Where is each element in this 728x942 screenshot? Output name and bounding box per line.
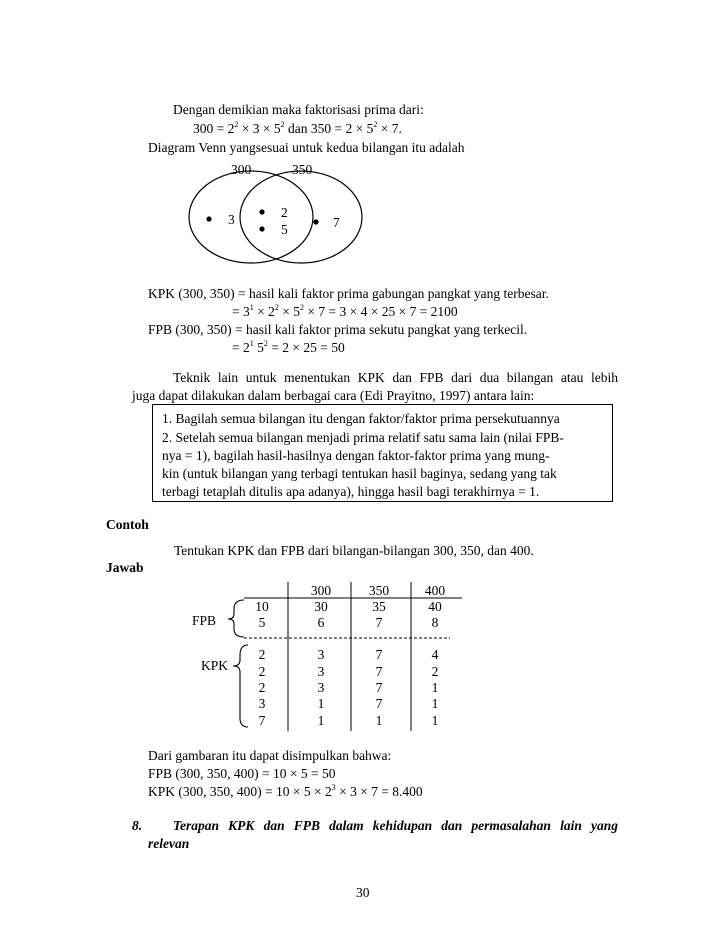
kpk-definition: KPK (300, 350) = hasil kali faktor prima gabungan pangkat yang terbesar. (148, 286, 549, 301)
rule-line: 2. Setelah semua bilangan menjadi prima relatif satu sama lain (nilai FPB- (162, 430, 564, 445)
intro-line: Dengan demikian maka faktorisasi prima dari: (173, 102, 424, 117)
rule-line: 1. Bagilah semua bilangan itu dengan faktor/faktor prima persekutuannya (162, 411, 560, 426)
table-cell: 35 (372, 599, 386, 614)
fpb-definition: FPB (300, 350) = hasil kali faktor prima sekutu pangkat yang terkecil. (148, 322, 528, 337)
table-header: 350 (368, 583, 390, 598)
table-cell: 10 (255, 599, 269, 614)
venn-label-right: 350 (292, 162, 313, 177)
table-cell: 4 (431, 647, 439, 662)
table-cell: 3 (258, 696, 266, 711)
table-cell: 2 (258, 664, 266, 679)
contoh-heading: Contoh (106, 517, 149, 532)
jawab-heading: Jawab (106, 560, 144, 575)
table-cell: 7 (375, 615, 383, 630)
fpb-calculation: = $2^1$ $5^2 = 2 \times 25 = 50$ (232, 339, 345, 355)
table-cell: 3 (317, 680, 325, 695)
table-cell: 2 (258, 647, 266, 662)
table-cell: 1 (317, 713, 325, 728)
table-cell: 2 (431, 664, 439, 679)
fpb-result: FPB (300, 350, 400) = 10 × 5 = 50 (148, 766, 336, 781)
venn-intro-line: Diagram Venn yangsesuai untuk kedua bilangan itu adalah (148, 140, 465, 155)
kpk-label: KPK (201, 658, 229, 673)
fpb-label: FPB (192, 613, 217, 628)
table-cell: 7 (375, 664, 383, 679)
table-cell: 7 (258, 713, 266, 728)
table-cell: 5 (258, 615, 266, 630)
paragraph-line: Teknik lain untuk menentukan KPK dan FPB dari dua bilangan atau lebih (173, 370, 618, 385)
venn-label-left: 300 (231, 162, 252, 177)
table-cell: 1 (431, 713, 439, 728)
kpk-result: KPK (300, 350, $400) = 10 \times 5 \times 2^3 \times 3 \times 7 = 8.400$ (148, 783, 423, 799)
venn-element: 7 (333, 215, 340, 230)
table-cell: 1 (375, 713, 383, 728)
table-cell: 3 (317, 664, 325, 679)
factorization-line: $300 = 2^2 \times 3 \times 5^2$ dan $350 = 2 \times 5^2 \times 7$. (193, 120, 402, 136)
table-header: 300 (310, 583, 332, 598)
table-cell: 1 (431, 696, 439, 711)
table-cell: 2 (258, 680, 266, 695)
paragraph-line: juga dapat dilakukan dalam berbagai cara (Edi Prayitno, 1997) antara lain: (132, 388, 535, 403)
table-cell: 6 (317, 615, 325, 630)
table-cell: 3 (317, 647, 325, 662)
table-cell: 30 (314, 599, 328, 614)
table-cell: 40 (428, 599, 442, 614)
rule-line: nya = 1), bagilah hasil-hasilnya dengan faktor-faktor prima yang mung- (162, 448, 550, 463)
venn-element: 3 (228, 212, 235, 227)
table-cell: 1 (431, 680, 439, 695)
rule-line: terbagi tetaplah ditulis apa adanya), hingga hasil bagi terakhirnya = 1. (162, 484, 540, 499)
venn-element: 2 (281, 205, 288, 220)
table-cell: 8 (431, 615, 439, 630)
section-title: Terapan KPK dan FPB dalam kehidupan dan permasalahan lain yang (173, 818, 618, 833)
page-number: 30 (356, 885, 370, 900)
rule-line: kin (untuk bilangan yang terbagi tentukan hasil baginya, sedang yang tak (162, 466, 557, 481)
table-cell: 7 (375, 680, 383, 695)
table-cell: 7 (375, 696, 383, 711)
section-number: 8. (132, 818, 143, 833)
kpk-calculation: = $3^1 \times 2^2 \times 5^2 \times 7 = 3 \times 4 \times 25 \times 7 = 2100$ (232, 303, 458, 319)
table-cell: 7 (375, 647, 383, 662)
section-title: relevan (148, 836, 190, 851)
table-header: 400 (424, 583, 446, 598)
table-cell: 1 (317, 696, 325, 711)
contoh-question: Tentukan KPK dan FPB dari bilangan-bilangan 300, 350, dan 400. (174, 543, 534, 558)
venn-element: 5 (281, 222, 288, 237)
conclusion-line: Dari gambaran itu dapat disimpulkan bahwa: (148, 748, 392, 763)
